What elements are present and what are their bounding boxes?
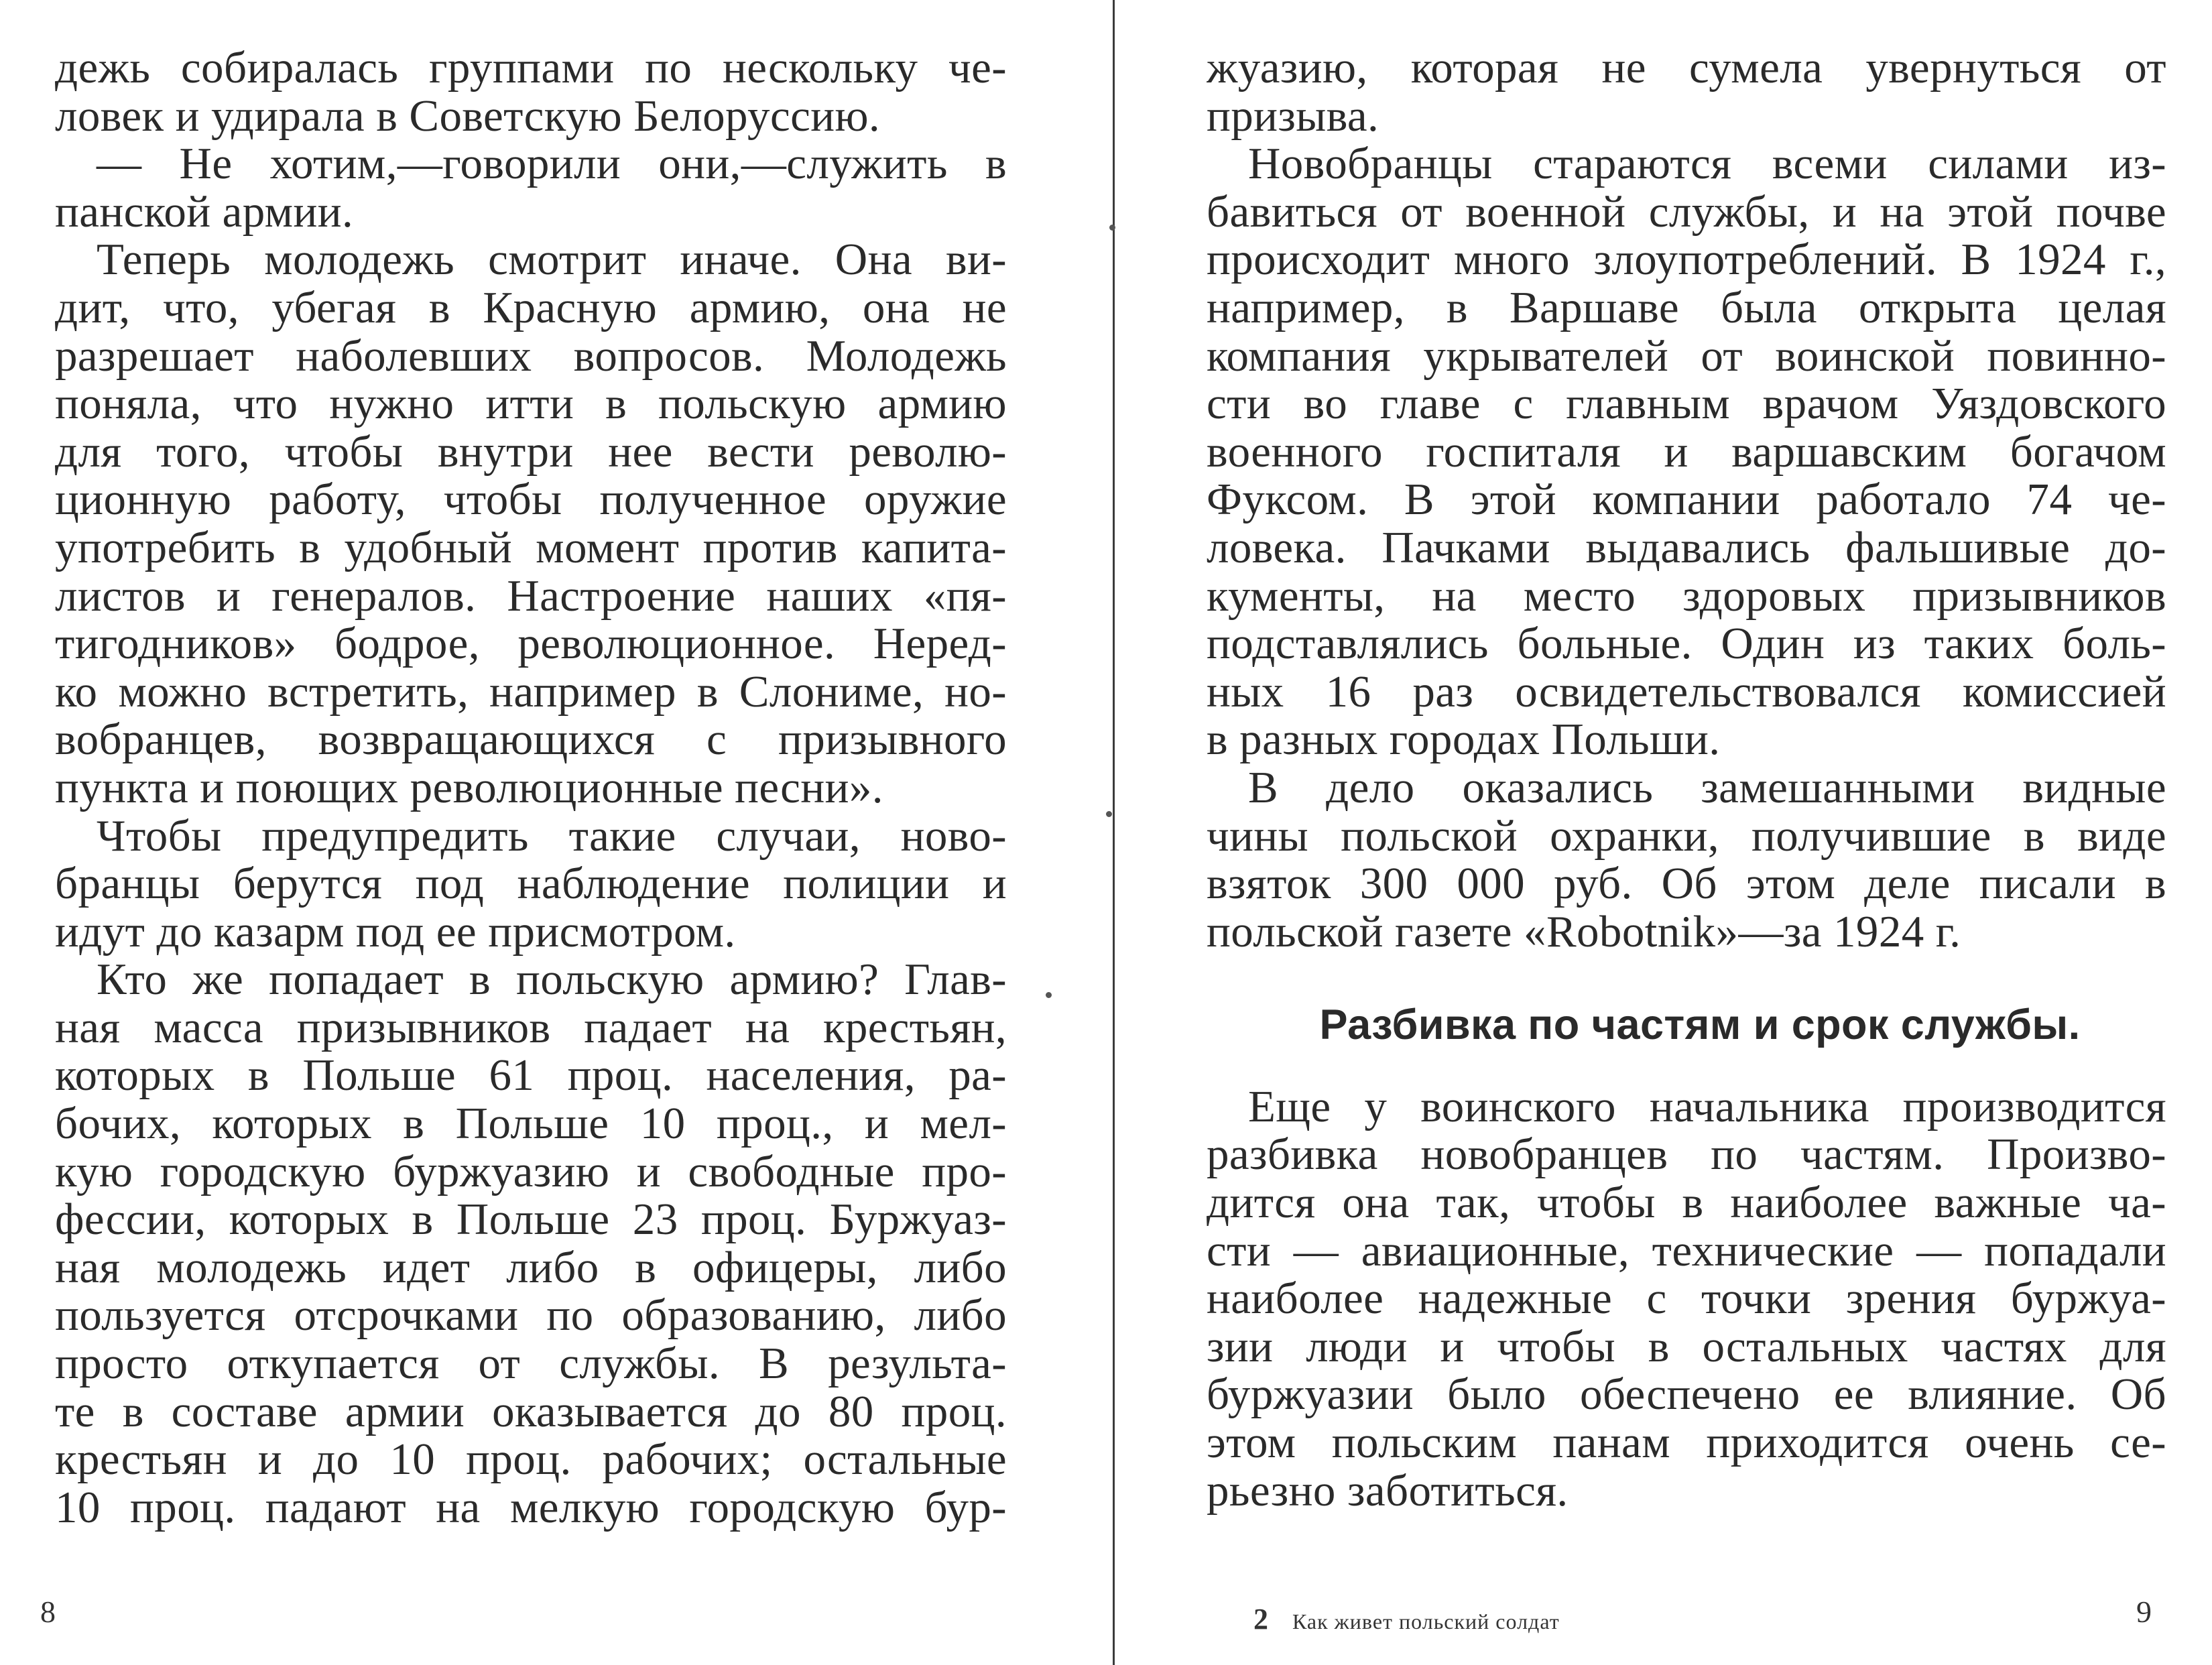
- text-line: которых в Польше 61 проц. населения, ра-: [55, 1052, 1007, 1101]
- text-line: ных 16 раз освидетельствовался комиссией: [1207, 668, 2166, 717]
- text-line: кую городскую буржуазию и свободные про-: [55, 1148, 1007, 1196]
- text-line: поняла, что нужно итти в польскую армию: [55, 380, 1007, 428]
- text-line: разрешает наболевших вопросов. Молодежь: [55, 332, 1007, 381]
- text-line: — Не хотим,—говорили они,—служить в: [97, 140, 1007, 188]
- text-line: бочих, которых в Польше 10 проц., и мел-: [55, 1100, 1007, 1148]
- text-line: ко можно встретить, например в Слониме, но-: [55, 668, 1007, 717]
- page-number: 9: [2136, 1595, 2152, 1629]
- text-line: ловек и удирала в Советскую Белоруссию.: [55, 92, 881, 141]
- signature-number: 2: [1253, 1603, 1269, 1636]
- text-line: компания укрывателей от воинской повинно-: [1207, 332, 2166, 381]
- text-line: Фуксом. В этой компании работало 74 че-: [1207, 476, 2166, 524]
- text-line: пользуется отсрочками по образованию, либо: [55, 1292, 1007, 1341]
- text-line: ная молодежь идет либо в офицеры, либо: [55, 1243, 1007, 1292]
- text-line: Новобранцы стараются всеми силами из-: [1248, 140, 2166, 188]
- text-line: употребить в удобный момент против капита-: [55, 523, 1007, 572]
- left-page-text: [55, 44, 1007, 1532]
- scan-speck: [1046, 992, 1052, 998]
- text-line: просто откупается от службы. В результа-: [55, 1340, 1007, 1388]
- text-line: Чтобы предупредить такие случаи, ново-: [97, 812, 1007, 861]
- text-line: бавиться от военной службы, и на этой почве: [1207, 188, 2166, 237]
- text-line: разбивка новобранцев по частям. Произво-: [1207, 1131, 2166, 1180]
- text-line: дится она так, чтобы в наиболее важные ча-: [1207, 1179, 2166, 1227]
- scan-speck: [1106, 811, 1112, 817]
- text-line: фессии, которых в Польше 23 проц. Буржуаз-: [55, 1196, 1007, 1244]
- text-line: наиболее надежные с точки зрения буржуа-: [1207, 1275, 2166, 1323]
- section-heading: Разбивка по частям и срок службы.: [1319, 1001, 2081, 1049]
- text-line: кументы, на место здоровых призывников: [1207, 572, 2166, 621]
- text-line: польской газете «Robotnik»—за 1924 г.: [1207, 908, 1961, 957]
- text-line: чины польской охранки, получившие в виде: [1207, 812, 2166, 861]
- text-line: 10 проц. падают на мелкую городскую бур-: [55, 1483, 1007, 1532]
- signature-title: Как живет польский солдат: [1292, 1609, 1560, 1633]
- text-line: панской армии.: [55, 188, 354, 237]
- text-line: Еще у воинского начальника производится: [1248, 1083, 2166, 1131]
- printer-signature: [1253, 1602, 1560, 1636]
- text-line: крестьян и до 10 проц. рабочих; остальные: [55, 1436, 1007, 1484]
- text-line: вобранцев, возвращающихся с призывного: [55, 716, 1007, 764]
- text-line: зии люди и чтобы в остальных частях для: [1207, 1322, 2166, 1371]
- text-line: Теперь молодежь смотрит иначе. Она ви-: [97, 236, 1007, 284]
- text-line: Кто же попадает в польскую армию? Глав-: [97, 956, 1007, 1004]
- text-line: сти во главе с главным врачом Уяздовского: [1207, 380, 2166, 428]
- text-line: взяток 300 000 руб. Об этом деле писали в: [1207, 860, 2166, 908]
- text-line: для того, чтобы внутри нее вести револю-: [55, 428, 1007, 477]
- text-line: призыва.: [1207, 92, 1379, 141]
- text-line: идут до казарм под ее присмотром.: [55, 908, 736, 957]
- right-page: [1113, 0, 2212, 1665]
- text-line: подставлялись больные. Один из таких боль-: [1207, 620, 2166, 668]
- text-line: дежь собиралась группами по нескольку че-: [55, 44, 1007, 92]
- text-line: ловека. Пачками выдавались фальшивые до-: [1207, 523, 2166, 572]
- text-line: дит, что, убегая в Красную армию, она не: [55, 284, 1007, 332]
- text-line: военного госпиталя и варшавским богачом: [1207, 428, 2166, 477]
- text-line: буржуазии было обеспечено ее влияние. Об: [1207, 1371, 2166, 1420]
- text-line: рьезно заботиться.: [1207, 1467, 1569, 1516]
- text-line: жуазию, которая не сумела увернуться от: [1207, 44, 2166, 92]
- text-line: В дело оказались замешанными видные: [1248, 763, 2166, 812]
- text-line: например, в Варшаве была открыта целая: [1207, 284, 2166, 332]
- text-line: те в составе армии оказывается до 80 проц.: [55, 1388, 1007, 1436]
- text-line: сти — авиационные, технические — попадали: [1207, 1227, 2166, 1276]
- text-line: ная масса призывников падает на крестьян,: [55, 1003, 1007, 1052]
- text-line: этом польским панам приходится очень се-: [1207, 1419, 2166, 1467]
- text-line: тигодников» бодрое, революционное. Неред-: [55, 620, 1007, 668]
- text-line: ционную работу, чтобы полученное оружие: [55, 476, 1007, 524]
- page-number: 8: [40, 1595, 56, 1629]
- text-line: в разных городах Польши.: [1207, 716, 1721, 764]
- text-line: пункта и поющих революционные песни».: [55, 763, 883, 812]
- right-page-text: [1207, 44, 2166, 1515]
- text-line: листов и генералов. Настроение наших «пя-: [55, 572, 1007, 621]
- text-line: бранцы берутся под наблюдение полиции и: [55, 860, 1007, 908]
- text-line: происходит много злоупотреблений. В 1924 г.,: [1207, 236, 2166, 284]
